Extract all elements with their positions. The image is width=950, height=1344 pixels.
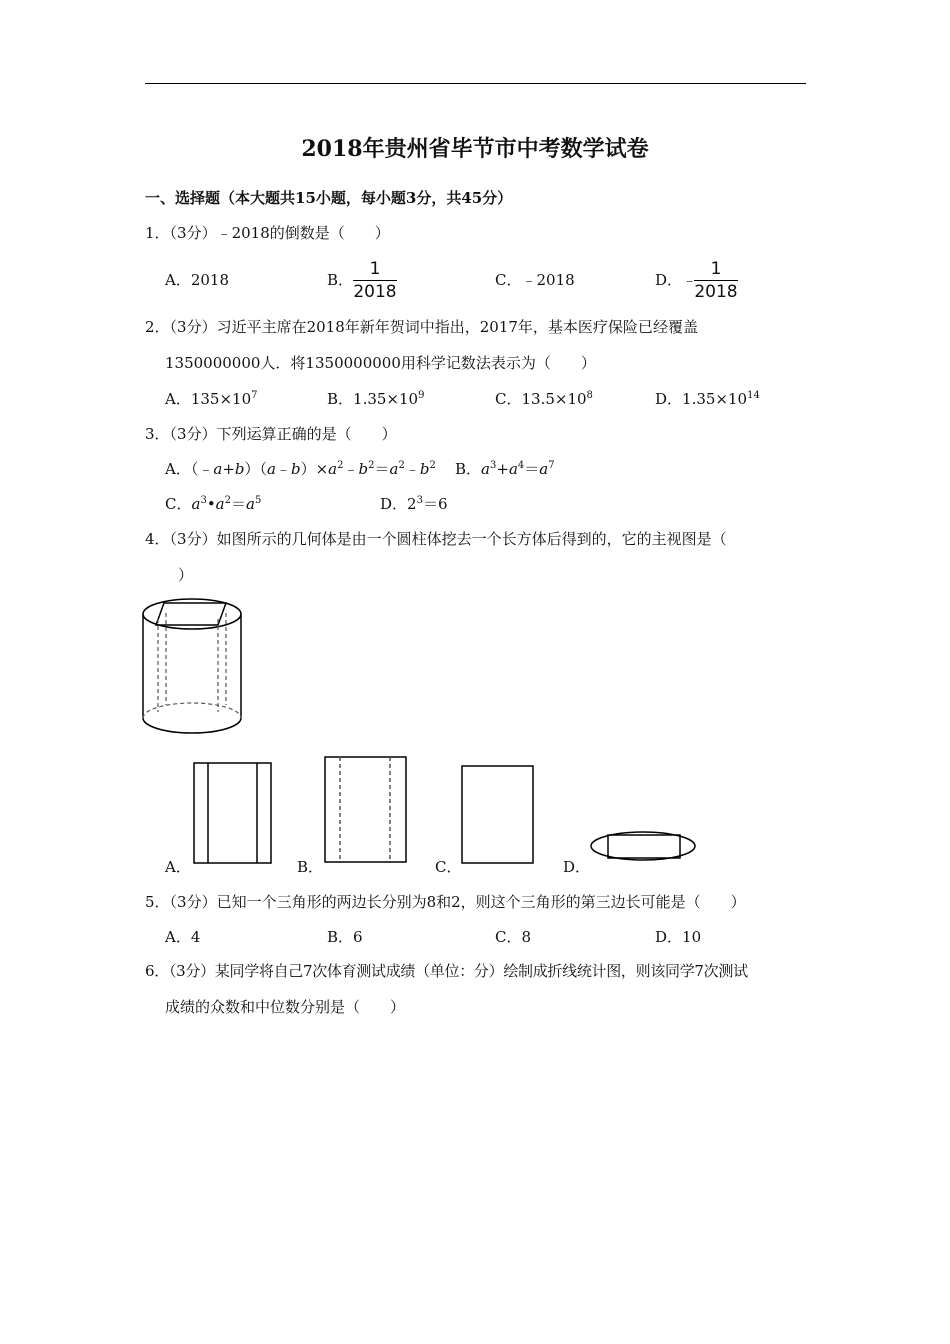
- question-1-option-d-sign: ﹣: [682, 271, 698, 289]
- fraction-bar: [694, 280, 738, 281]
- question-6-stem-line1: 6．（3分）某同学将自己7次体育测试成绩（单位：分）绘制成折线统计图，则该同学7次测试: [145, 962, 748, 980]
- question-1-option-d-label: D．: [655, 271, 683, 289]
- question-3-stem: 3．（3分）下列运算正确的是（ ）: [145, 425, 397, 443]
- question-2-option-a: A．$135\times 10^7$: [165, 390, 258, 408]
- question-1-stem: 1．（3分）﹣2018的倒数是（ ）: [145, 224, 390, 242]
- question-5-option-c: C．8: [495, 928, 532, 946]
- question-5-option-d: D．10: [655, 928, 702, 946]
- question-1-option-b-fraction: [353, 260, 397, 301]
- question-1-option-b-label: B．: [327, 271, 354, 289]
- question-4-stem-line2: ）: [178, 566, 194, 584]
- cylinder-bottom-front-arc: [143, 718, 241, 733]
- fraction-bar: [353, 280, 397, 281]
- question-4-option-d-label: D．: [563, 858, 591, 876]
- question-4-stem-line1: 4．（3分）如图所示的几何体是由一个圆柱体挖去一个长方体后得到的，它的主视图是（: [145, 530, 727, 548]
- question-4-option-c-label: C．: [435, 858, 462, 876]
- question-4-option-b-label: B．: [297, 858, 324, 876]
- question-4-option-a-figure: [193, 762, 273, 865]
- question-6-stem-line2: 成绩的众数和中位数分别是（ ）: [165, 998, 406, 1016]
- question-2-option-c: C．$13.5\times 10^8$: [495, 390, 593, 408]
- question-4-option-b-figure: [324, 756, 408, 864]
- question-5-option-a: A．4: [165, 928, 201, 946]
- question-3-option-b: B．$a^3+a^4=a^7$: [455, 460, 555, 478]
- fraction-denominator: 2018: [694, 281, 738, 302]
- question-4-option-a-label: A．: [165, 858, 191, 876]
- question-3-option-a: A．$(﹣a+b)(a﹣b)\times a^2﹣b^2=a^2﹣b^2$: [165, 460, 436, 478]
- question-2-stem-line1: 2．（3分）习近平主席在2018年新年贺词中指出，2017年，基本医疗保险已经覆盖: [145, 318, 698, 336]
- question-3-option-d: D．$2^3=6$: [380, 495, 448, 513]
- question-4-solid-figure: [140, 595, 250, 740]
- question-4-option-d-figure: [589, 830, 699, 864]
- question-5-option-b: B．6: [327, 928, 363, 946]
- fraction-denominator: 2018: [353, 281, 397, 302]
- question-1-option-d-fraction: [694, 260, 738, 301]
- question-3-option-c: C．$a^3•a^2=a^5$: [165, 495, 262, 513]
- question-1-option-c: C．﹣2018: [495, 271, 575, 289]
- question-1-option-a: A．2018: [165, 271, 230, 289]
- fraction-numerator: 1: [369, 259, 381, 279]
- section-heading: 一、选择题（本大题共15小题，每小题3分，共45分）: [145, 189, 513, 207]
- fraction-numerator: 1: [710, 259, 722, 279]
- question-2-stem-line2: 1350000000人．将1350000000用科学记数法表示为（ ）: [165, 354, 596, 372]
- question-2-option-b: B．$1.35\times 10^9$: [327, 390, 425, 408]
- question-4-option-c-figure: [461, 765, 535, 865]
- question-2-option-d: D．$1.35\times 10^{14}$: [655, 390, 760, 408]
- page-title: 2018年贵州省毕节市中考数学试卷: [301, 136, 649, 162]
- question-5-stem: 5．（3分）已知一个三角形的两边长分别为8和2，则这个三角形的第三边长可能是（ ）: [145, 893, 746, 911]
- header-rule: [145, 83, 806, 84]
